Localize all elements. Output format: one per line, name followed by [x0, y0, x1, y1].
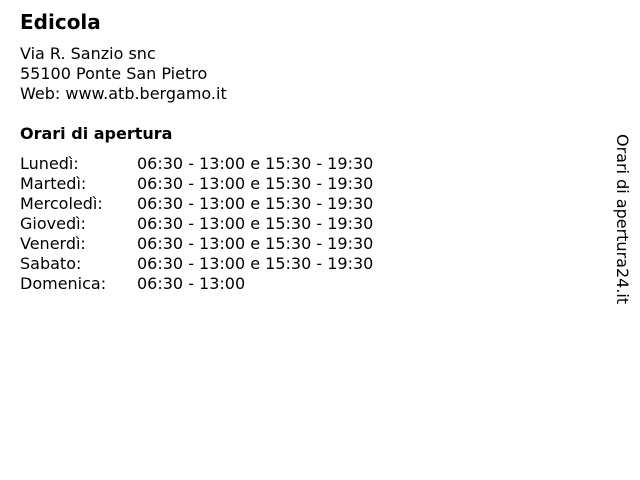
time-range: 06:30 - 13:00 e 15:30 - 19:30	[137, 234, 374, 253]
time-range: 06:30 - 13:00 e 15:30 - 19:30	[137, 174, 374, 193]
website-link[interactable]: Web: www.atb.bergamo.it	[20, 84, 227, 103]
opening-hours-table	[20, 154, 374, 294]
hours-row-wednesday	[20, 194, 374, 214]
business-address	[20, 44, 227, 104]
time-range: 06:30 - 13:00	[137, 274, 246, 293]
opening-hours-heading: Orari di apertura	[20, 124, 173, 143]
site-watermark: Orari di apertura24.it	[613, 134, 632, 305]
business-name: Edicola	[20, 10, 101, 34]
address-city: 55100 Ponte San Pietro	[20, 64, 208, 83]
hours-row-monday	[20, 154, 374, 174]
time-range: 06:30 - 13:00 e 15:30 - 19:30	[137, 194, 374, 213]
day-label: Giovedì:	[20, 214, 86, 233]
day-label: Mercoledì:	[20, 194, 103, 213]
day-label: Domenica:	[20, 274, 107, 293]
hours-row-friday	[20, 234, 374, 254]
hours-row-sunday	[20, 274, 246, 294]
hours-row-tuesday	[20, 174, 374, 194]
day-label: Sabato:	[20, 254, 82, 273]
day-label: Venerdì:	[20, 234, 86, 253]
hours-row-thursday	[20, 214, 374, 234]
time-range: 06:30 - 13:00 e 15:30 - 19:30	[137, 254, 374, 273]
day-label: Martedì:	[20, 174, 87, 193]
hours-row-saturday	[20, 254, 374, 274]
day-label: Lunedì:	[20, 154, 79, 173]
address-street: Via R. Sanzio snc	[20, 44, 156, 63]
time-range: 06:30 - 13:00 e 15:30 - 19:30	[137, 154, 374, 173]
time-range: 06:30 - 13:00 e 15:30 - 19:30	[137, 214, 374, 233]
